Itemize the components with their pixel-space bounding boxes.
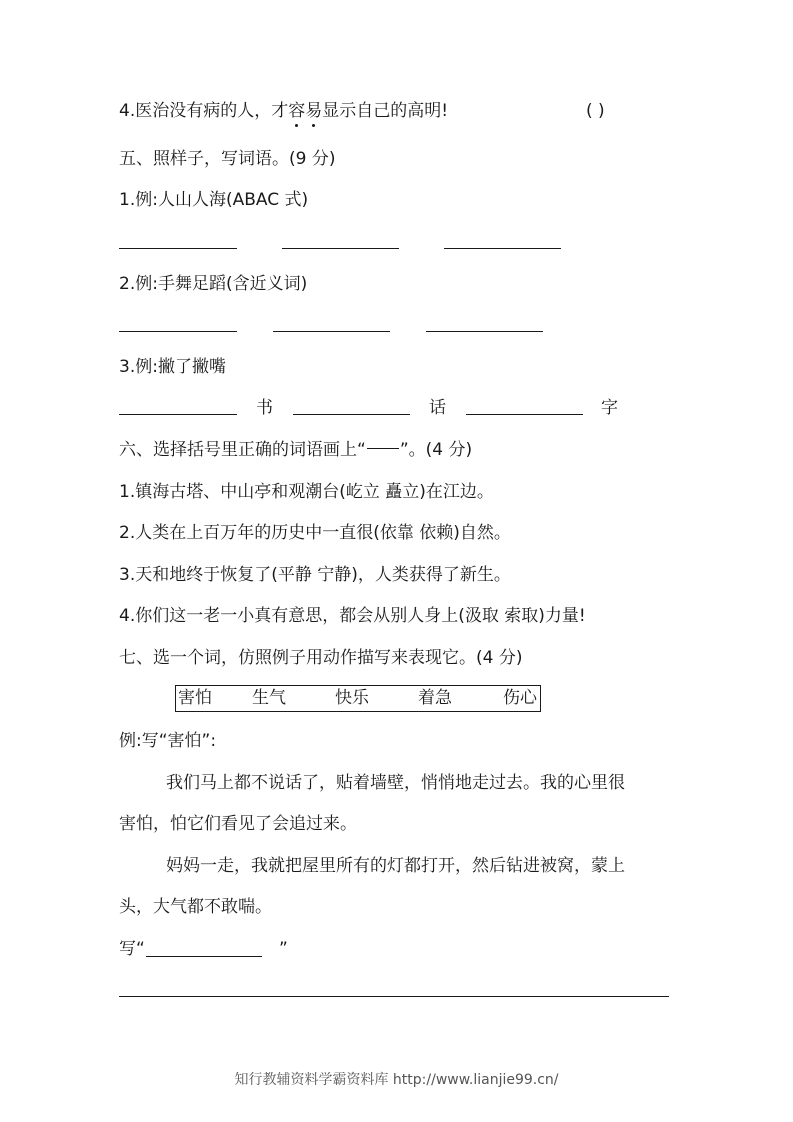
section-7-title: 七、选一个词，仿照例子用动作描写来表现它。(4 分) xyxy=(119,648,523,668)
sec6-title-part-b: ”。(4 分) xyxy=(399,440,473,460)
box-word-5[interactable]: 伤心 xyxy=(503,688,537,708)
s5-question-2: 2.例:手舞足蹈(含近义词) xyxy=(119,274,308,294)
s5-question-1: 1.例:人山人海(ABAC 式) xyxy=(119,190,309,210)
footer-watermark: 知行教辅资料学霸资料库 http://www.lianjie99.cn/ xyxy=(234,1072,559,1088)
s6-question-1: 1.镇海古塔、中山亭和观潮台(屹立 矗立)在江边。 xyxy=(119,482,494,502)
write-prompt-suffix: ” xyxy=(279,939,288,959)
s5-q2-blank-2[interactable] xyxy=(273,331,390,332)
s5-q3-blank-1[interactable] xyxy=(119,414,237,415)
s5-q1-blank-1[interactable] xyxy=(119,248,237,249)
s6-question-4: 4.你们这一老一小真有意思，都会从别人身上(汲取 索取)力量! xyxy=(119,606,586,626)
q4-suffix: 显示自己的高明! xyxy=(322,101,449,121)
example-paragraph-2-line-1: 妈妈一走，我就把屋里所有的灯都打开，然后钻进被窝，蒙上 xyxy=(166,856,625,876)
s5-q3-word-2: 话 xyxy=(429,398,446,418)
q4-dotted-char-2: 易 xyxy=(305,101,323,121)
s6-question-2: 2.人类在上百万年的历史中一直很(依靠 依赖)自然。 xyxy=(119,523,511,543)
example-paragraph-1-line-2: 害怕，怕它们看见了会追过来。 xyxy=(119,814,357,834)
s5-q1-blank-3[interactable] xyxy=(444,248,561,249)
q4-dotted-char-1: 容 xyxy=(288,101,306,121)
section-6-title xyxy=(119,439,472,461)
s5-q3-blank-2[interactable] xyxy=(293,414,410,415)
word-choice-box xyxy=(175,685,541,712)
write-topic-blank[interactable] xyxy=(146,956,262,957)
example-paragraph-2-line-2: 头，大气都不敢喘。 xyxy=(119,897,272,917)
writing-answer-line[interactable] xyxy=(119,996,669,997)
s5-q2-blank-3[interactable] xyxy=(426,331,543,332)
box-word-2[interactable]: 生气 xyxy=(252,688,286,708)
question-4 xyxy=(119,100,448,122)
write-prompt-prefix: 写“ xyxy=(119,939,145,959)
underline-mark-sample xyxy=(367,448,399,449)
example-paragraph-1-line-1: 我们马上都不说话了，贴着墙壁，悄悄地走过去。我的心里很 xyxy=(166,773,625,793)
s5-q2-blank-1[interactable] xyxy=(119,331,237,332)
s5-question-3: 3.例:撇了撇嘴 xyxy=(119,357,226,377)
s5-q3-blank-3[interactable] xyxy=(466,414,583,415)
box-word-1[interactable]: 害怕 xyxy=(178,688,212,708)
s6-question-3: 3.天和地终于恢复了(平静 宁静)，人类获得了新生。 xyxy=(119,565,511,585)
s5-q3-word-3: 字 xyxy=(601,398,618,418)
s5-q3-word-1: 书 xyxy=(256,398,273,418)
example-label: 例:写“害怕”: xyxy=(119,731,217,751)
q4-answer-parentheses[interactable]: ( ) xyxy=(586,101,605,121)
box-word-4[interactable]: 着急 xyxy=(418,688,452,708)
s5-q1-blank-2[interactable] xyxy=(282,248,399,249)
q4-prefix: 4.医治没有病的人，才 xyxy=(119,101,289,121)
box-word-3[interactable]: 快乐 xyxy=(335,688,369,708)
sec6-title-part-a: 六、选择括号里正确的词语画上“ xyxy=(119,440,366,460)
section-5-title: 五、照样子，写词语。(9 分) xyxy=(119,149,336,169)
